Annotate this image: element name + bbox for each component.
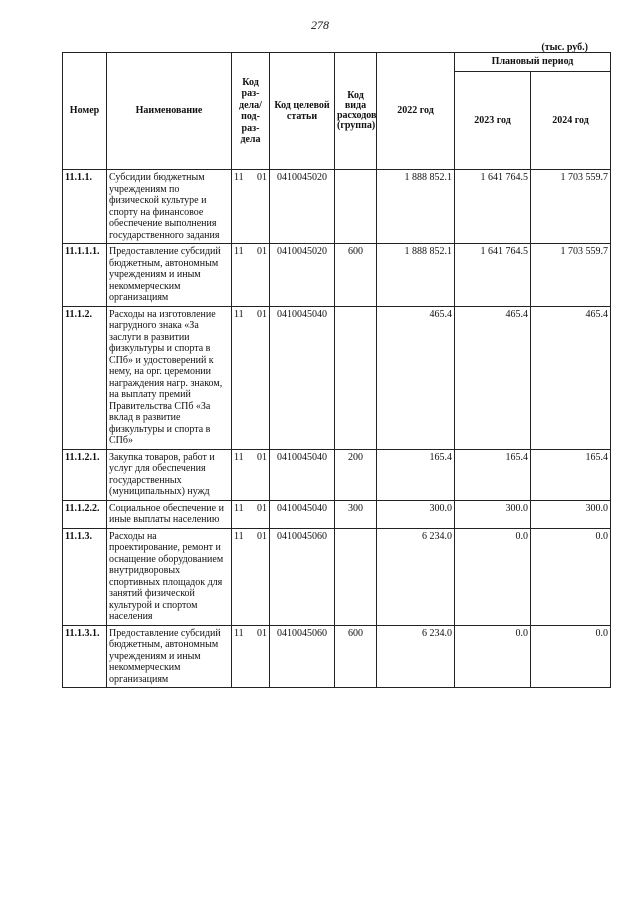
row-number: 11.1.1.1. <box>63 244 107 307</box>
row-value-2023: 0.0 <box>455 625 531 688</box>
row-section: 11 <box>234 627 244 639</box>
row-value-2023: 300.0 <box>455 500 531 528</box>
header-section-code: Код раз- дела/ под- раз- дела <box>232 53 270 170</box>
row-expense-type: 200 <box>335 449 377 500</box>
row-value-2024: 300.0 <box>531 500 611 528</box>
row-expense-type <box>335 528 377 625</box>
table-row <box>63 449 611 500</box>
row-value-2024: 1 703 559.7 <box>531 170 611 244</box>
row-subsection: 01 <box>257 530 267 542</box>
row-value-2022: 1 888 852.1 <box>377 170 455 244</box>
row-value-2024: 0.0 <box>531 528 611 625</box>
row-section: 11 <box>234 530 244 542</box>
row-number: 11.1.2. <box>63 306 107 449</box>
row-expense-type: 600 <box>335 625 377 688</box>
row-value-2022: 6 234.0 <box>377 528 455 625</box>
row-value-2022: 6 234.0 <box>377 625 455 688</box>
row-value-2023: 1 641 764.5 <box>455 244 531 307</box>
row-name: Расходы на изготовление нагрудного знака «За заслуги в развитии физкультуры и спорта в СПб» и удостоверений к нему, на орг. церемонии награждения нагр. знаком, на выплату премий Правительства СПб «За вклад в развитие физкультуры и спорта в СПб» <box>107 306 232 449</box>
row-value-2023: 0.0 <box>455 528 531 625</box>
row-section: 11 <box>234 502 244 514</box>
units-label: (тыс. руб.) <box>541 42 588 53</box>
row-subsection: 01 <box>257 172 267 183</box>
row-name: Закупка товаров, работ и услуг для обеспечения государственных (муниципальных) нужд <box>107 449 232 500</box>
row-section: 11 <box>234 246 244 257</box>
page-number: 278 <box>311 18 329 32</box>
row-value-2022: 165.4 <box>377 449 455 500</box>
row-target-code: 0410045020 <box>270 244 335 307</box>
row-section: 11 <box>234 451 244 463</box>
header-number: Номер <box>63 53 107 170</box>
row-name: Предоставление субсидий бюджетным, автономным учреждениям и иным некоммерческим организациям <box>107 625 232 688</box>
row-section-code <box>232 625 270 688</box>
header-expense-type-code: Код вида расходов (группа) <box>335 53 377 170</box>
row-target-code: 0410045060 <box>270 528 335 625</box>
header-year-2022: 2022 год <box>377 53 455 170</box>
row-expense-type <box>335 170 377 244</box>
row-expense-type: 300 <box>335 500 377 528</box>
row-target-code: 0410045060 <box>270 625 335 688</box>
row-number: 11.1.2.1. <box>63 449 107 500</box>
row-target-code: 0410045040 <box>270 449 335 500</box>
row-number: 11.1.3.1. <box>63 625 107 688</box>
row-name: Расходы на проектирование, ремонт и оснащение оборудованием внутридворовых спортивных площадок для занятий физической культурой и спортом населения <box>107 528 232 625</box>
row-value-2022: 300.0 <box>377 500 455 528</box>
row-target-code: 0410045020 <box>270 170 335 244</box>
budget-table <box>62 52 611 688</box>
row-target-code: 0410045040 <box>270 500 335 528</box>
row-value-2024: 465.4 <box>531 306 611 449</box>
table-row <box>63 500 611 528</box>
row-target-code: 0410045040 <box>270 306 335 449</box>
row-value-2023: 1 641 764.5 <box>455 170 531 244</box>
row-number: 11.1.2.2. <box>63 500 107 528</box>
row-number: 11.1.1. <box>63 170 107 244</box>
row-value-2024: 1 703 559.7 <box>531 244 611 307</box>
row-section-code <box>232 449 270 500</box>
row-value-2023: 465.4 <box>455 306 531 449</box>
row-value-2022: 1 888 852.1 <box>377 244 455 307</box>
table-row <box>63 306 611 449</box>
header-name: Наименование <box>107 53 232 170</box>
row-section-code <box>232 244 270 307</box>
row-number: 11.1.3. <box>63 528 107 625</box>
header-year-2023: 2023 год <box>455 72 531 170</box>
row-section-code <box>232 528 270 625</box>
row-section-code <box>232 306 270 449</box>
row-section: 11 <box>234 308 244 320</box>
header-year-2024: 2024 год <box>531 72 611 170</box>
row-section-code <box>232 500 270 528</box>
row-value-2023: 165.4 <box>455 449 531 500</box>
row-name: Предоставление субсидий бюджетным, автономным учреждениям и иным некоммерческим организациям <box>107 244 232 307</box>
row-name: Социальное обеспечение и иные выплаты населению <box>107 500 232 528</box>
row-expense-type <box>335 306 377 449</box>
row-value-2022: 465.4 <box>377 306 455 449</box>
row-section-code <box>232 170 270 244</box>
row-value-2024: 165.4 <box>531 449 611 500</box>
table-row <box>63 170 611 244</box>
row-expense-type: 600 <box>335 244 377 307</box>
row-section: 11 <box>234 172 244 183</box>
row-subsection: 01 <box>257 451 267 463</box>
row-value-2024: 0.0 <box>531 625 611 688</box>
table-row <box>63 625 611 688</box>
header-planned-period: Плановый период <box>455 53 611 72</box>
row-subsection: 01 <box>257 246 267 257</box>
row-name: Субсидии бюджетным учреждениям по физической культуре и спорту на финансовое обеспечение выполнения государственного задания <box>107 170 232 244</box>
row-subsection: 01 <box>257 502 267 514</box>
table-body <box>63 170 611 688</box>
header-row <box>63 53 611 72</box>
table-row <box>63 528 611 625</box>
table-row <box>63 244 611 307</box>
row-subsection: 01 <box>257 308 267 320</box>
row-subsection: 01 <box>257 627 267 639</box>
header-target-code: Код целевой статьи <box>270 53 335 170</box>
